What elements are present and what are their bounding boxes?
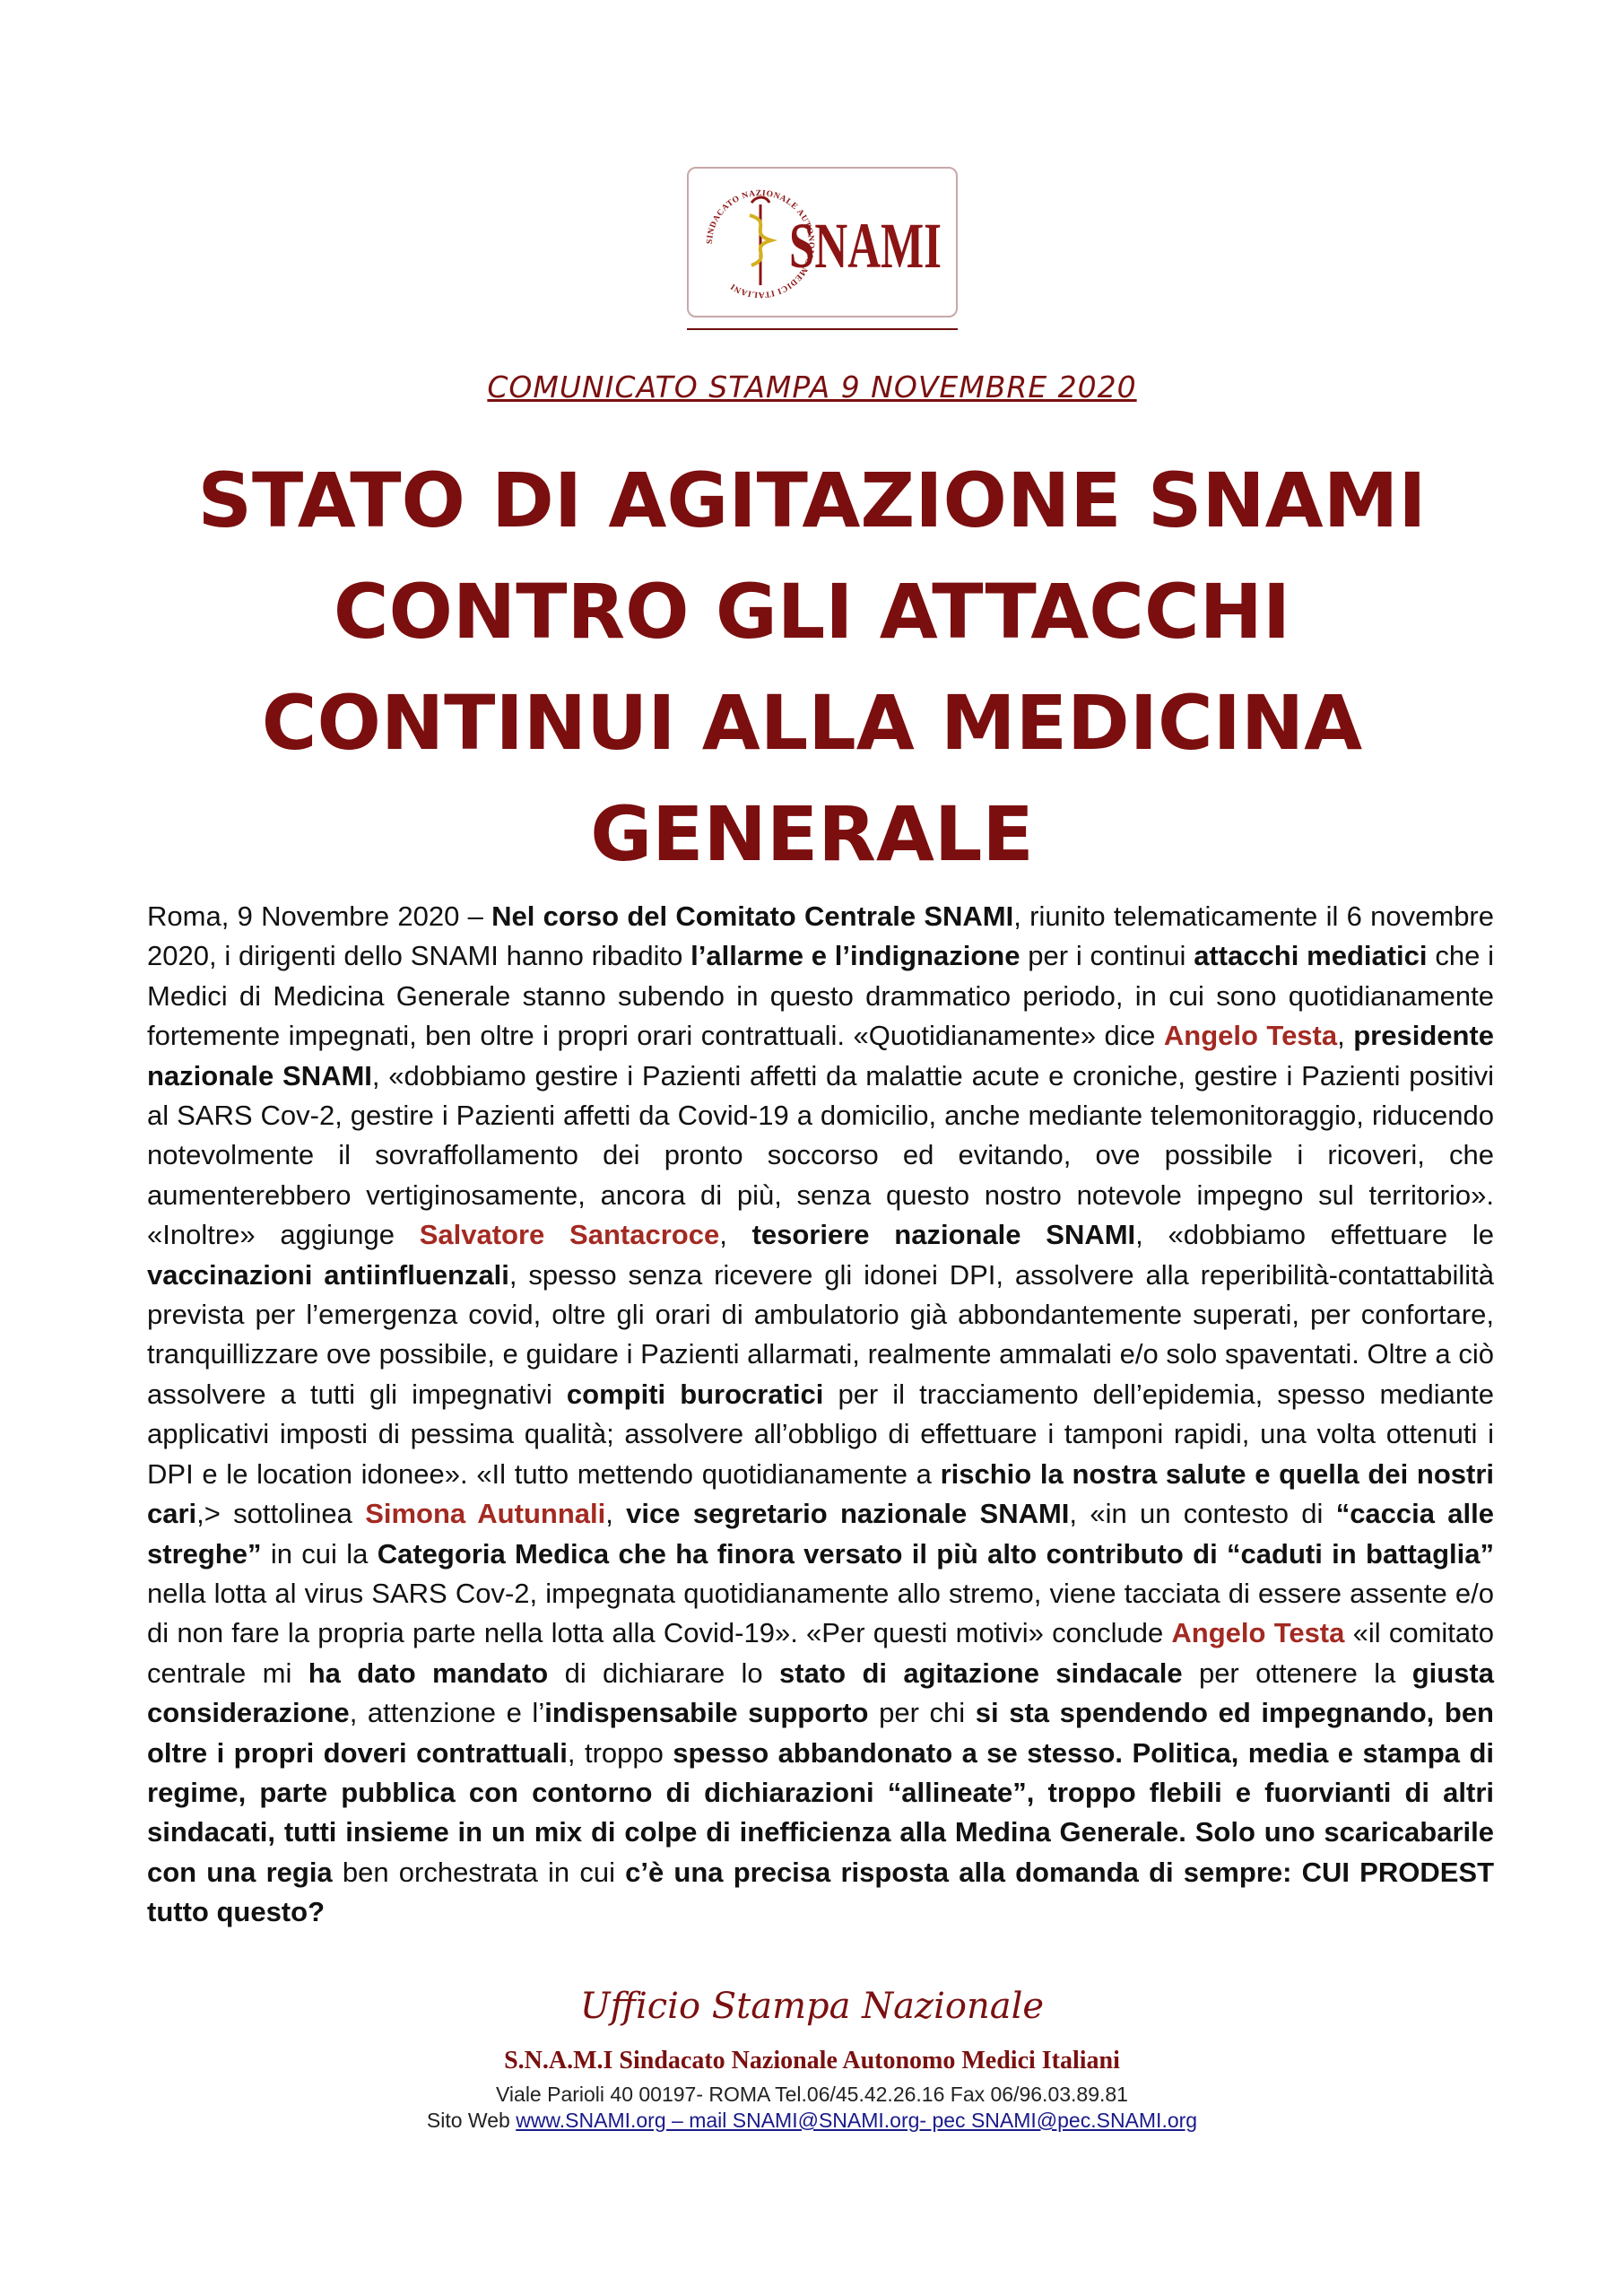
press-release-date: COMUNICATO STAMPA 9 NOVEMBRE 2020 <box>487 370 1137 404</box>
body-bold-segment: rischio la nostra salute e quella dei nostri cari <box>147 1457 1494 1530</box>
contact-web <box>0 2109 1624 2133</box>
body-bold-segment: attacchi mediatici <box>1194 940 1428 972</box>
body-bold-segment: ha dato mandato <box>308 1657 549 1689</box>
body-bold-segment: si sta spendendo ed impegnando, ben oltre i propri doveri contrattuali <box>147 1697 1494 1769</box>
body-bold-segment: tesoriere nazionale SNAMI <box>751 1219 1136 1251</box>
headline-line-2: CONTRO GLI ATTACCHI <box>333 568 1291 656</box>
body-bold-segment: l’allarme e l’indignazione <box>690 940 1020 972</box>
body-bold-segment: compiti burocratici <box>566 1378 824 1410</box>
logo-brand-text: SNAMI <box>789 210 942 282</box>
snami-logo <box>687 167 958 317</box>
press-office-signature: Ufficio Stampa Nazionale <box>579 1986 1045 2027</box>
body-segment: che i Medici di Medicina Generale stanno subendo in questo drammatico periodo, in cui sono quotidianamente fortemente impegnati, ben oltre i propri orari contrattuali. «Quotidianamente» dice <box>147 940 1494 1052</box>
body-bold-segment: vaccinazioni antiinfluenzali <box>147 1258 509 1291</box>
body-segment: Roma, 9 Novembre 2020 – <box>147 900 492 932</box>
person-name-simona-autunnali: Simona Autunnali <box>365 1498 606 1530</box>
body-segment: , <box>1337 1020 1354 1052</box>
body-segment: , spesso senza ricevere gli idonei DPI, assolvere alla reperibilità-contattabilità prevista per l’emergenza covid, oltre gli orari di ambulatorio già abbondantemente superati, per confortare, tranquillizzare ove possibile, e guidare i Pazienti allarmati, realmente ammalati e/o solo spaventati. Oltre a ciò assolvere a tutti gli impegnativi <box>147 1258 1494 1410</box>
person-name-angelo-testa: Angelo Testa <box>1163 1020 1338 1052</box>
body-bold-segment: spesso abbandonato a se stesso. Politica, media e stampa di regime, parte pubblica con contorno di dichiarazioni “allineate”, troppo flebili e fuorvianti di altri sindacati, tutti insieme in un mix di colpe di inefficienza alla Medina Generale. Solo uno scaricabarile con una regia <box>147 1736 1494 1888</box>
body-segment: , attenzione e l’ <box>349 1697 545 1729</box>
body-segment: , «dobbiamo effettuare le <box>1135 1219 1494 1251</box>
body-bold-segment: Categoria Medica che ha finora versato il più alto contributo di “caduti in battaglia” <box>377 1537 1494 1570</box>
press-release-body <box>147 897 1494 1933</box>
body-segment: per i continui <box>1020 940 1194 972</box>
body-segment: per ottenere la <box>1182 1657 1412 1689</box>
body-segment: , «dobbiamo gestire i Pazienti affetti da malattie acute e croniche, gestire i Pazienti positivi al SARS Cov-2, gestire i Pazienti affetti da Covid-19 a domicilio, anche mediante telemonitoraggio, riducendo notevolmente il sovraffollamento dei pronto soccorso ed evitando, ove possibile i ricoveri, che aumenterebbero vertiginosamente, ancora di più, senza questo nostro notevole impegno sul territorio». «Inoltre» aggiunge <box>147 1059 1494 1251</box>
body-bold-segment: Nel corso del Comitato Centrale SNAMI <box>491 900 1014 932</box>
headline-line-1: STATO DI AGITAZIONE SNAMI <box>197 457 1427 544</box>
logo-ring-text: SINDACATO NAZIONALE AUTONOMO MEDICI ITALIANI <box>705 188 816 300</box>
body-segment: «il comitato centrale mi <box>147 1617 1494 1689</box>
snami-logo-icon <box>689 169 960 319</box>
body-bold-segment: indispensabile supporto <box>544 1697 869 1729</box>
contact-links[interactable]: www.SNAMI.org – mail SNAMI@SNAMI.org- pec SNAMI@pec.SNAMI.org <box>516 2109 1198 2132</box>
organization-name: S.N.A.M.I Sindacato Nazionale Autonomo Medici Italiani <box>504 2047 1120 2074</box>
body-segment: , <box>719 1219 752 1251</box>
body-segment: , riunito telematicamente il 6 novembre 2020, i dirigenti dello SNAMI hanno ribadito <box>147 900 1494 972</box>
body-segment: , troppo <box>567 1736 673 1769</box>
body-segment: ben orchestrata in cui <box>332 1856 626 1888</box>
body-bold-segment: “caccia alle streghe” <box>147 1498 1495 1570</box>
person-name-salvatore-santacroce: Salvatore Santacroce <box>419 1219 720 1251</box>
body-segment: nella lotta al virus SARS Cov-2, impegnata quotidianamente allo stremo, viene tacciata di essere assente e/o di non fare la propria parte nella lotta alla Covid-19». «Per questi motivi» conclude <box>147 1577 1494 1649</box>
body-segment: per il tracciamento dell’epidemia, spesso mediante applicativi imposti di pessima qualità; assolvere all’obbligo di effettuare i tamponi rapidi, una volta ottenuti i DPI e le location idonee». «Il tutto mettendo quotidianamente a <box>147 1378 1495 1490</box>
body-segment: in cui la <box>261 1537 378 1570</box>
web-prefix: Sito Web <box>426 2109 517 2132</box>
person-name-angelo-testa: Angelo Testa <box>1171 1617 1345 1649</box>
body-segment: di dichiarare lo <box>548 1657 780 1689</box>
headline <box>90 445 1534 890</box>
body-bold-segment: presidente nazionale SNAMI <box>147 1020 1494 1091</box>
logo-divider <box>687 328 958 330</box>
headline-line-4: GENERALE <box>590 790 1034 878</box>
body-bold-segment: c’è una precisa risposta alla domanda di sempre: CUI PRODEST tutto questo? <box>147 1856 1495 1928</box>
body-bold-segment: vice segretario nazionale SNAMI <box>626 1498 1070 1530</box>
body-segment: , <box>605 1498 627 1530</box>
body-segment: per chi <box>868 1697 976 1729</box>
organization-address: Viale Parioli 40 00197- ROMA Tel.06/45.42.26.16 Fax 06/96.03.89.81 <box>496 2083 1128 2106</box>
body-bold-segment: stato di agitazione sindacale <box>779 1657 1183 1689</box>
body-segment: , «in un contesto di <box>1069 1498 1336 1530</box>
body-bold-segment: giusta considerazione <box>147 1657 1494 1729</box>
body-segment: ,> sottolinea <box>196 1498 366 1530</box>
headline-line-3: CONTINUI ALLA MEDICINA <box>261 679 1363 767</box>
